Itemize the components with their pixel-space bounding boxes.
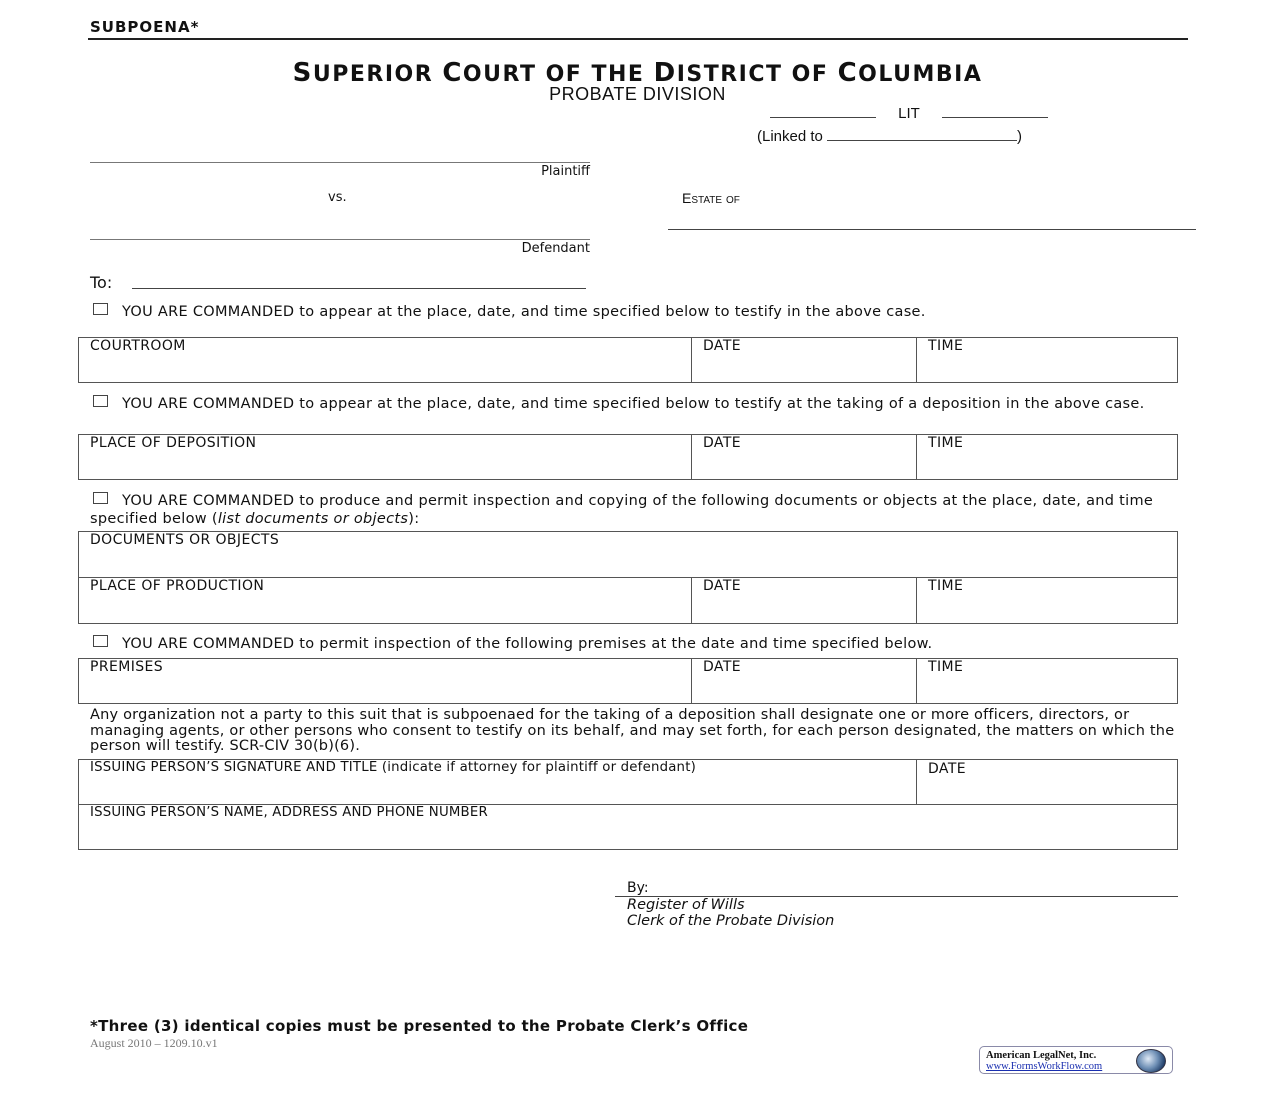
issuer-table — [78, 759, 1178, 850]
time-cell[interactable] — [916, 659, 1177, 703]
division-title: PROBATE DIVISION — [549, 84, 726, 104]
date-cell[interactable] — [691, 578, 916, 623]
case-number-prefix-field[interactable] — [770, 103, 876, 118]
time-label: TIME — [928, 435, 964, 451]
by-label: By: — [627, 880, 649, 896]
time-label: TIME — [928, 338, 964, 354]
time-cell[interactable] — [916, 338, 1177, 382]
place-of-production-label: PLACE OF PRODUCTION — [90, 578, 265, 594]
publisher-name: American LegalNet, Inc. — [986, 1050, 1097, 1061]
checkbox-testify-trial[interactable] — [93, 303, 108, 315]
recipient-field[interactable] — [132, 288, 586, 289]
court-title-part: S — [292, 58, 313, 88]
command-text: YOU ARE COMMANDED to appear at the place, date, and time specified below to testify in the above case. — [122, 304, 926, 320]
court-title-part: C — [442, 58, 463, 88]
defendant-label: Defendant — [521, 241, 590, 256]
issuer-signature-cell[interactable] — [79, 760, 916, 804]
clerk-title-label: Clerk of the Probate Division — [627, 913, 835, 929]
defendant-field[interactable] — [90, 239, 590, 240]
court-title-part: UPERIOR — [312, 62, 443, 87]
lit-label: LIT — [898, 105, 920, 122]
issuer-contact-cell[interactable] — [79, 805, 1177, 849]
estate-of-label: Estate of — [682, 190, 740, 206]
courtroom-cell[interactable] — [79, 338, 691, 382]
command-text: YOU ARE COMMANDED to produce and permit inspection and copying of the following documents or objects at the place, date, and time specified below ( — [90, 493, 1154, 527]
globe-logo-icon — [1136, 1049, 1166, 1073]
linked-to-label: (Linked to — [757, 128, 823, 145]
time-label: TIME — [928, 659, 964, 675]
courtroom-label: COURTROOM — [90, 338, 186, 354]
date-label: DATE — [703, 338, 742, 354]
command-testify-deposition — [90, 395, 1180, 413]
command-inspect-premises — [90, 635, 1180, 653]
court-title-part: C — [837, 58, 859, 88]
premises-cell[interactable] — [79, 659, 691, 703]
date-cell[interactable] — [691, 338, 916, 382]
issuer-signature-label: ISSUING PERSON’S SIGNATURE AND TITLE (indicate if attorney for plaintiff or defendant) — [90, 760, 696, 775]
plaintiff-field[interactable] — [90, 162, 590, 163]
time-cell[interactable] — [916, 578, 1177, 623]
command-produce-documents — [90, 492, 1180, 528]
register-of-wills-block — [627, 897, 834, 929]
header-rule — [88, 38, 1188, 40]
issue-date-cell[interactable] — [916, 760, 1177, 804]
case-number-line — [770, 103, 1048, 122]
court-title-part: ISTRICT OF — [676, 62, 838, 87]
versus-label: vs. — [328, 190, 347, 205]
place-of-deposition-label: PLACE OF DEPOSITION — [90, 435, 257, 451]
form-version: August 2010 – 1209.10.v1 — [90, 1036, 218, 1050]
command-text: YOU ARE COMMANDED to appear at the place, date, and time specified below to testify at the taking of a deposition in the above case. — [122, 396, 1145, 412]
court-title-part: OURT OF THE — [462, 62, 654, 87]
time-label: TIME — [928, 578, 964, 594]
estate-name-field[interactable] — [668, 229, 1196, 230]
linked-case-line — [757, 126, 1022, 145]
plaintiff-label: Plaintiff — [541, 164, 590, 179]
copies-footnote: *Three (3) identical copies must be presented to the Probate Clerk’s Office — [90, 1017, 749, 1035]
date-label: DATE — [703, 578, 742, 594]
date-cell[interactable] — [691, 659, 916, 703]
premises-label: PREMISES — [90, 659, 164, 675]
checkbox-testify-deposition[interactable] — [93, 395, 108, 407]
publisher-badge[interactable] — [979, 1046, 1173, 1074]
date-label: DATE — [703, 435, 742, 451]
deposition-table — [78, 434, 1178, 480]
premises-table — [78, 658, 1178, 704]
place-of-deposition-cell[interactable] — [79, 435, 691, 479]
court-title-part: OLUMBIA — [858, 62, 983, 87]
linked-case-field[interactable] — [827, 126, 1017, 141]
checkbox-produce-documents[interactable] — [93, 492, 108, 504]
command-text-end: ): — [408, 511, 420, 527]
documents-or-objects-label: DOCUMENTS OR OBJECTS — [90, 532, 280, 548]
documents-or-objects-cell[interactable] — [79, 532, 1177, 577]
command-text: YOU ARE COMMANDED to permit inspection of the following premises at the date and time specified below. — [122, 636, 933, 652]
production-table — [78, 531, 1178, 624]
document-title: SUBPOENA* — [90, 18, 200, 36]
to-label: To: — [90, 273, 113, 292]
courtroom-table — [78, 337, 1178, 383]
date-cell[interactable] — [691, 435, 916, 479]
checkbox-inspect-premises[interactable] — [93, 635, 108, 647]
place-of-production-cell[interactable] — [79, 578, 691, 623]
command-text-italic: list documents or objects — [217, 511, 409, 527]
case-number-suffix-field[interactable] — [942, 103, 1048, 118]
time-cell[interactable] — [916, 435, 1177, 479]
organization-notice: Any organization not a party to this suit that is subpoenaed for the taking of a deposition shall designate one or more officers, directors, or managing agents, or other persons who consent to testify on its behalf, and may set forth, for each person designated, the matters on which the person will testify. SCR-CIV 30(b)(6). — [90, 707, 1175, 754]
issue-date-label: DATE — [928, 761, 967, 777]
register-of-wills-label: Register of Wills — [627, 897, 745, 913]
publisher-link[interactable]: www.FormsWorkFlow.com — [986, 1061, 1103, 1072]
court-title-part: D — [653, 58, 677, 88]
linked-to-close: ) — [1017, 128, 1023, 145]
command-testify-trial — [90, 303, 1180, 321]
date-label: DATE — [703, 659, 742, 675]
issuer-contact-label: ISSUING PERSON’S NAME, ADDRESS AND PHONE NUMBER — [90, 805, 488, 820]
